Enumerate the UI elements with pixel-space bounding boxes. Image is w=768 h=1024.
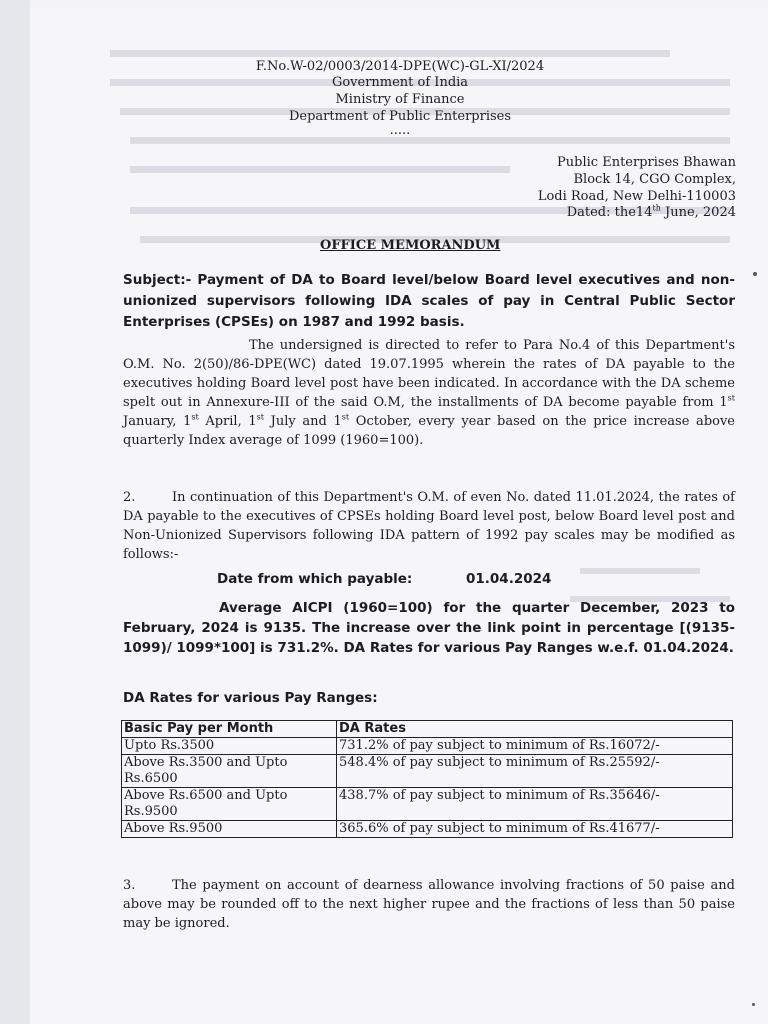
department-line: Department of Public Enterprises [288, 109, 512, 124]
address-line-2: Block 14, CGO Complex, [573, 172, 736, 187]
paragraph-1: The undersigned is directed to refer to Para No.4 of this Department's O.M. No. 2(50)/86-DPE(WC) dated 19.07.1995 wherein the rates of DA payable to the executives holding Board level post have been indicated. In accordance with the DA scheme spelt out in Annexure-III of the said O.M, the installments of DA become payable from 1st January, 1st April, 1st July and 1st October, every year based on the price increase above quarterly Index average of 1099 (1960=100). [123, 338, 735, 448]
table-row [122, 738, 733, 755]
pay-range-cell: Above Rs.6500 and Upto Rs.9500 [122, 788, 337, 821]
da-rate-cell: 731.2% of pay subject to minimum of Rs.16072/- [337, 738, 733, 755]
column-header-da-rates: DA Rates [337, 721, 733, 738]
table-row [122, 821, 733, 838]
table-row [122, 755, 733, 788]
government-line: Government of India [331, 75, 469, 90]
scan-speck [752, 1003, 755, 1006]
address-line-3: Lodi Road, New Delhi-110003 [537, 189, 736, 204]
da-rate-cell: 365.6% of pay subject to minimum of Rs.41677/- [337, 821, 733, 838]
ministry-line: Ministry of Finance [335, 92, 465, 107]
da-rate-cell: 548.4% of pay subject to minimum of Rs.25592/- [337, 755, 733, 788]
memo-title: OFFICE MEMORANDUM [320, 238, 501, 253]
da-rates-table [121, 720, 733, 838]
date-line: Dated: the14th June, 2024 [566, 203, 736, 220]
paragraph-3: 3. The payment on account of dearness allowance involving fractions of 50 paise and above may be rounded off to the next higher rupee and the fractions of less than 50 paise may be ignored. [123, 878, 735, 931]
pay-range-cell: Above Rs.9500 [122, 821, 337, 838]
payable-label: Date from which payable: [217, 571, 413, 587]
file-number: F.No.W-02/0003/2014-DPE(WC)-GL-XI/2024 [255, 59, 545, 74]
aicpi-statement: Average AICPI (1960=100) for the quarter December, 2023 to February, 2024 is 9135. The increase over the link point in percentage [(9135-1099)/ 1099*100] is 731.2%. DA Rates for various Pay Ranges w.e.f. 01.04.2024. [123, 600, 735, 656]
scan-left-margin [0, 0, 30, 1024]
pay-range-cell: Upto Rs.3500 [122, 738, 337, 755]
header-separator: ..... [389, 123, 411, 138]
subject-text: Subject:- Payment of DA to Board level/below Board level executives and non-unionized supervisors following IDA scales of pay in Central Public Sector Enterprises (CPSEs) on 1987 and 1992 basis. [123, 272, 735, 330]
paragraph-2: 2. In continuation of this Department's O.M. of even No. dated 11.01.2024, the rates of DA payable to the executives of CPSEs holding Board level post, below Board level post and Non-Unionized Supervisors following IDA pattern of 1992 pay scales may be modified as follows:- [123, 490, 735, 562]
scan-speck [753, 272, 757, 276]
column-header-basic-pay: Basic Pay per Month [122, 721, 337, 738]
address-line-1: Public Enterprises Bhawan [557, 155, 736, 170]
table-title: DA Rates for various Pay Ranges: [123, 690, 378, 706]
pay-range-cell: Above Rs.3500 and Upto Rs.6500 [122, 755, 337, 788]
payable-date: 01.04.2024 [466, 571, 552, 587]
table-row [122, 788, 733, 821]
table-header-row [122, 721, 733, 738]
da-rate-cell: 438.7% of pay subject to minimum of Rs.35646/- [337, 788, 733, 821]
